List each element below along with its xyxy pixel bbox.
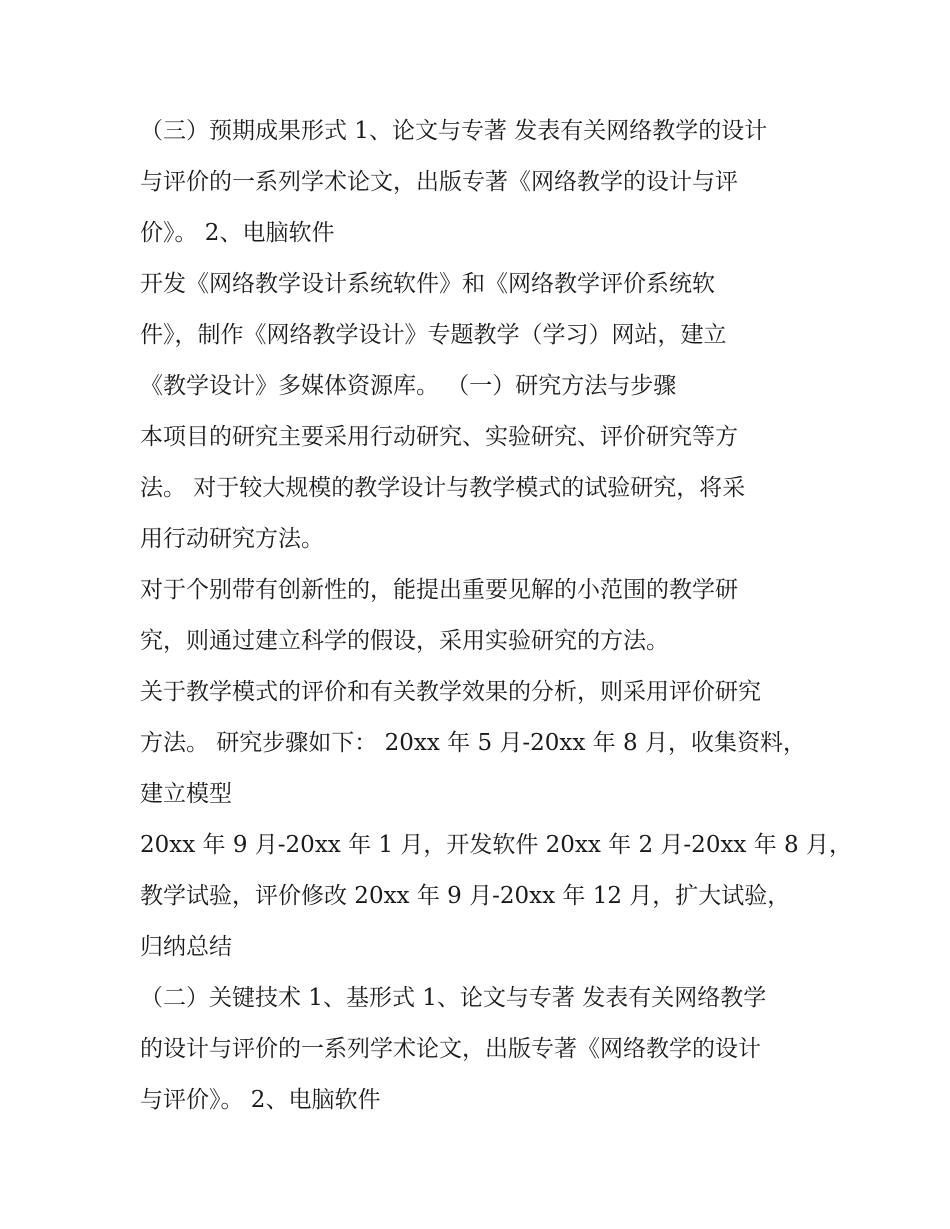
text-line: 与评价的一系列学术论文，出版专著《网络教学的设计与评 [140,169,738,195]
text-line: 方法。 研究步骤如下： 20xx 年 5 月-20xx 年 8 月，收集资料， [140,730,806,756]
text-line: 本项目的研究主要采用行动研究、实验研究、评价研究等方 [140,424,738,450]
text-line: 20xx 年 9 月-20xx 年 1 月，开发软件 20xx 年 2 月-20xx 年 8 月， [140,832,852,858]
text-line: （二）关键技术 1、基形式 1、论文与专著 发表有关网络教学 [140,985,767,1011]
text-line: 用行动研究方法。 [140,526,324,552]
text-line: 究，则通过建立科学的假设，采用实验研究的方法。 [140,628,669,654]
text-line: （三）预期成果形式 1、论文与专著 发表有关网络教学的设计 [140,118,768,144]
document-body [140,106,852,1126]
text-line: 法。 对于较大规模的教学设计与教学模式的试验研究，将采 [140,475,746,501]
text-line: 建立模型 [140,781,232,807]
text-line: 教学试验，评价修改 20xx 年 9 月-20xx 年 12 月，扩大试验， [140,883,791,909]
text-line: 的设计与评价的一系列学术论文，出版专著《网络教学的设计 [140,1036,761,1062]
text-line: 《教学设计》多媒体资源库。 （一）研究方法与步骤 [140,373,677,399]
text-line: 开发《网络教学设计系统软件》和《网络教学评价系统软 [140,271,715,297]
text-line: 归纳总结 [140,934,232,960]
text-line: 对于个别带有创新性的，能提出重要见解的小范围的教学研 [140,577,738,603]
text-line: 与评价》。 2、电脑软件 [140,1087,381,1113]
text-line: 价》。 2、电脑软件 [140,220,335,246]
text-line: 关于教学模式的评价和有关教学效果的分析，则采用评价研究 [140,679,761,705]
text-line: 件》，制作《网络教学设计》专题教学（学习）网站，建立 [140,322,727,348]
